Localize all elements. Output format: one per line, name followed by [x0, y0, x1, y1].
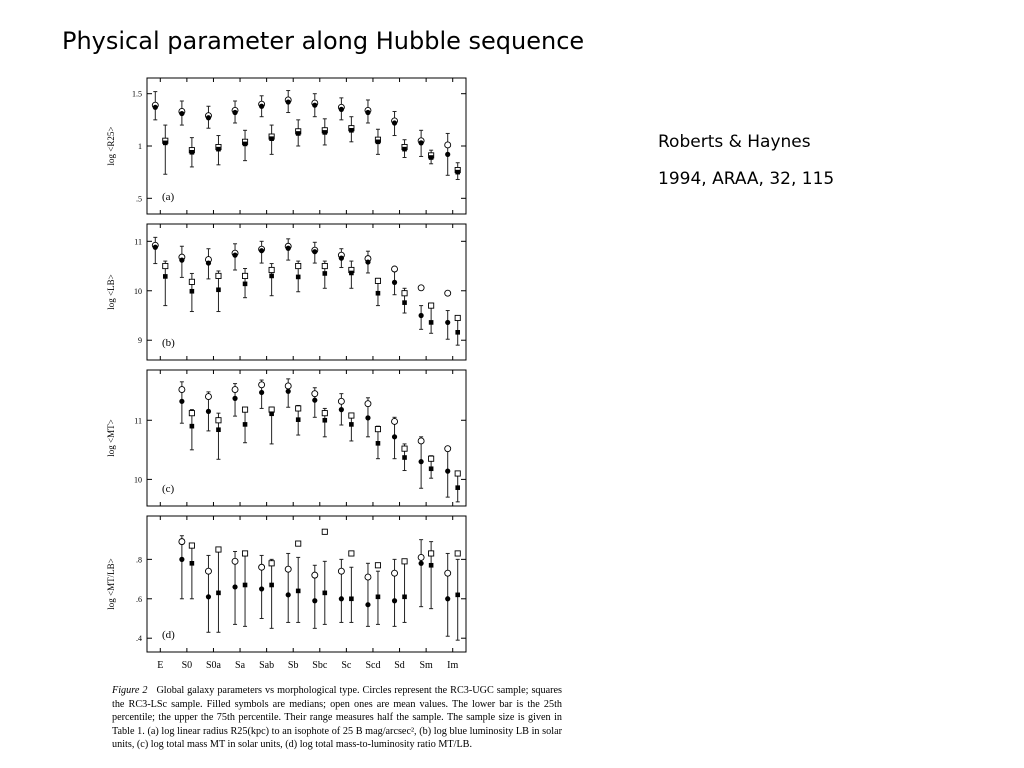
- median-circle: [445, 320, 450, 325]
- median-square: [190, 289, 195, 294]
- median-square: [243, 422, 248, 427]
- median-circle: [445, 152, 450, 157]
- mean-circle: [179, 539, 185, 545]
- median-square: [322, 418, 327, 423]
- y-tick-label: 9: [138, 336, 142, 346]
- median-square: [322, 130, 327, 135]
- y-tick-label: .4: [136, 634, 142, 644]
- mean-square: [322, 263, 327, 268]
- x-category-label: Sc: [341, 660, 352, 671]
- median-square: [296, 589, 301, 594]
- mean-square: [402, 291, 407, 296]
- mean-square: [429, 456, 434, 461]
- mean-circle: [392, 266, 398, 272]
- median-circle: [206, 594, 211, 599]
- median-square: [429, 155, 434, 160]
- median-circle: [153, 245, 158, 250]
- mean-square: [189, 411, 194, 416]
- median-circle: [232, 110, 237, 115]
- median-circle: [445, 596, 450, 601]
- median-circle: [339, 596, 344, 601]
- mean-circle: [338, 398, 344, 404]
- mean-circle: [232, 387, 238, 393]
- median-circle: [312, 598, 317, 603]
- median-square: [243, 142, 248, 147]
- median-circle: [259, 104, 264, 109]
- panel-frame: [147, 78, 466, 214]
- median-circle: [312, 398, 317, 403]
- mean-square: [375, 563, 380, 568]
- median-circle: [179, 557, 184, 562]
- mean-square: [402, 559, 407, 564]
- median-circle: [179, 258, 184, 263]
- figure-caption-text: Global galaxy parameters vs morphological type. Circles represent the RC3-UGC sample; squares the RC3-LSc sample. Filled symbols are medians; open ones are mean values. The lower bar is the 25th percentile; the upper the 75th percentile. Their range measures half the sample. The sample size is given in Table 1. (a) log linear radius R25(kpc) to an isophote of 25 B mag/arcsec², (b) log blue luminosity LB in solar units, (c) log total mass MT in solar units, (d) log total mass-to-luminosity ratio MT/LB.: [112, 685, 563, 751]
- x-category-label: S0a: [205, 660, 221, 671]
- median-square: [296, 417, 301, 422]
- mean-square: [375, 427, 380, 432]
- median-square: [163, 274, 168, 279]
- x-category-label: Sbc: [312, 660, 328, 671]
- citation-reference: 1994, ARAA, 32, 115: [658, 169, 835, 189]
- median-square: [190, 150, 195, 155]
- mean-square: [216, 273, 221, 278]
- x-category-label: Sb: [287, 660, 299, 671]
- mean-circle: [259, 382, 265, 388]
- median-square: [376, 140, 381, 145]
- median-square: [322, 271, 327, 276]
- panel-frame: [147, 516, 466, 652]
- median-circle: [232, 584, 237, 589]
- mean-circle: [365, 401, 371, 407]
- mean-square: [163, 263, 168, 268]
- median-square: [163, 141, 168, 146]
- median-circle: [419, 313, 424, 318]
- y-tick-label: 1: [138, 142, 142, 151]
- median-circle: [153, 105, 158, 110]
- median-square: [376, 441, 381, 446]
- median-circle: [445, 469, 450, 474]
- median-circle: [419, 140, 424, 145]
- median-square: [455, 170, 460, 175]
- median-circle: [259, 586, 264, 591]
- median-circle: [206, 260, 211, 265]
- mean-square: [296, 541, 301, 546]
- mean-square: [269, 267, 274, 272]
- hubble-sequence-figure: [100, 70, 570, 675]
- mean-circle: [445, 570, 451, 576]
- mean-square: [429, 303, 434, 308]
- median-circle: [259, 248, 264, 253]
- x-category-label: Sa: [235, 660, 246, 671]
- mean-square: [322, 529, 327, 534]
- mean-square: [189, 543, 194, 548]
- mean-circle: [205, 394, 211, 400]
- mean-square: [269, 561, 274, 566]
- mean-circle: [418, 285, 424, 291]
- mean-circle: [418, 438, 424, 444]
- median-circle: [339, 407, 344, 412]
- median-square: [269, 136, 274, 141]
- median-circle: [392, 120, 397, 125]
- median-circle: [365, 415, 370, 420]
- median-circle: [392, 280, 397, 285]
- mean-circle: [418, 554, 424, 560]
- mean-square: [349, 551, 354, 556]
- mean-square: [269, 407, 274, 412]
- panel-label: (d): [162, 629, 175, 641]
- median-square: [376, 595, 381, 600]
- median-circle: [179, 399, 184, 404]
- median-square: [296, 131, 301, 136]
- mean-square: [242, 407, 247, 412]
- mean-circle: [445, 142, 451, 148]
- median-square: [429, 563, 434, 568]
- panel-label: (c): [162, 483, 175, 495]
- mean-circle: [445, 446, 451, 452]
- y-tick-label: .5: [136, 194, 142, 204]
- mean-square: [349, 413, 354, 418]
- mean-circle: [285, 383, 291, 389]
- mean-circle: [205, 568, 211, 574]
- median-circle: [259, 390, 264, 395]
- median-circle: [232, 253, 237, 258]
- figure-label: Figure 2: [112, 685, 148, 696]
- y-tick-label: 10: [134, 475, 142, 485]
- mean-square: [296, 263, 301, 268]
- median-circle: [339, 256, 344, 261]
- mean-square: [455, 471, 460, 476]
- mean-square: [216, 418, 221, 423]
- mean-square: [189, 279, 194, 284]
- median-circle: [365, 110, 370, 115]
- panel-frame: [147, 370, 466, 506]
- mean-square: [455, 315, 460, 320]
- mean-square: [322, 411, 327, 416]
- median-square: [349, 596, 354, 601]
- median-square: [402, 455, 407, 460]
- median-square: [349, 271, 354, 276]
- y-axis-label: log <LB>: [106, 274, 116, 310]
- median-square: [455, 330, 460, 335]
- median-square: [402, 300, 407, 305]
- median-circle: [206, 409, 211, 414]
- mean-square: [242, 551, 247, 556]
- mean-square: [455, 551, 460, 556]
- mean-circle: [312, 572, 318, 578]
- median-circle: [286, 246, 291, 251]
- median-circle: [392, 598, 397, 603]
- mean-circle: [312, 391, 318, 397]
- y-tick-label: .8: [136, 555, 142, 565]
- median-square: [349, 128, 354, 133]
- mean-circle: [232, 558, 238, 564]
- y-axis-label: log <MT/LB>: [106, 558, 116, 610]
- median-square: [216, 287, 221, 292]
- x-category-label: Scd: [365, 660, 381, 671]
- median-square: [269, 411, 274, 416]
- median-square: [269, 274, 274, 279]
- panel-label: (b): [162, 337, 175, 349]
- y-tick-label: 11: [134, 416, 142, 426]
- mean-circle: [365, 574, 371, 580]
- y-tick-label: .6: [136, 594, 142, 604]
- y-tick-label: 10: [134, 286, 142, 296]
- mean-circle: [285, 566, 291, 572]
- median-square: [190, 561, 195, 566]
- panel-3: [106, 516, 466, 652]
- median-circle: [179, 111, 184, 116]
- mean-circle: [259, 564, 265, 570]
- mean-circle: [338, 568, 344, 574]
- panel-frame: [147, 224, 466, 360]
- median-square: [322, 591, 327, 596]
- median-circle: [365, 602, 370, 607]
- mean-square: [402, 446, 407, 451]
- median-circle: [286, 389, 291, 394]
- median-square: [402, 595, 407, 600]
- mean-square: [375, 278, 380, 283]
- x-category-label: Im: [447, 660, 459, 671]
- figure-caption: [112, 684, 562, 752]
- median-square: [376, 291, 381, 296]
- y-tick-label: 11: [134, 237, 142, 247]
- median-square: [216, 147, 221, 152]
- median-square: [216, 591, 221, 596]
- median-circle: [339, 107, 344, 112]
- citation-authors: Roberts & Haynes: [658, 132, 811, 152]
- panel-0: [106, 78, 466, 214]
- mean-circle: [392, 418, 398, 424]
- median-square: [269, 583, 274, 588]
- mean-square: [296, 406, 301, 411]
- x-category-label: Sd: [394, 660, 405, 671]
- median-square: [402, 147, 407, 152]
- y-axis-label: log <R25>: [106, 126, 116, 166]
- median-circle: [312, 249, 317, 254]
- median-square: [349, 422, 354, 427]
- median-square: [243, 583, 248, 588]
- median-square: [455, 485, 460, 490]
- median-circle: [392, 434, 397, 439]
- mean-square: [429, 551, 434, 556]
- x-category-label: E: [157, 660, 164, 671]
- median-square: [429, 466, 434, 471]
- panel-label: (a): [162, 191, 175, 203]
- median-square: [243, 282, 248, 287]
- mean-circle: [392, 570, 398, 576]
- panel-1: [106, 224, 466, 360]
- median-square: [216, 427, 221, 432]
- median-square: [429, 320, 434, 325]
- median-circle: [232, 396, 237, 401]
- y-tick-label: 1.5: [132, 89, 142, 99]
- mean-square: [216, 547, 221, 552]
- median-square: [190, 424, 195, 429]
- median-circle: [365, 259, 370, 264]
- x-category-label: Sm: [419, 660, 433, 671]
- median-circle: [312, 103, 317, 108]
- panel-2: [106, 370, 466, 506]
- x-category-label: Sab: [259, 660, 275, 671]
- mean-circle: [445, 290, 451, 296]
- x-category-label: S0: [181, 660, 193, 671]
- median-square: [296, 275, 301, 280]
- median-circle: [286, 592, 291, 597]
- slide-title: Physical parameter along Hubble sequence: [62, 27, 585, 55]
- mean-circle: [179, 387, 185, 393]
- median-square: [455, 593, 460, 598]
- mean-square: [242, 273, 247, 278]
- median-circle: [286, 99, 291, 104]
- y-axis-label: log <MT>: [106, 419, 116, 457]
- median-circle: [419, 561, 424, 566]
- median-circle: [206, 115, 211, 120]
- median-circle: [419, 459, 424, 464]
